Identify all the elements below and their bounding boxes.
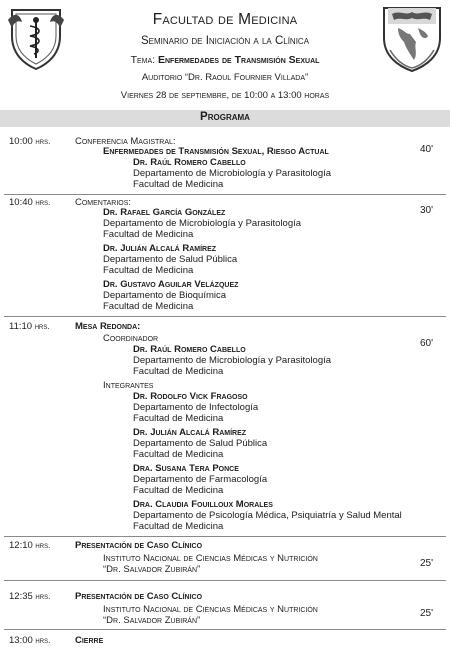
time-value: 13:00 <box>9 635 33 646</box>
time-value: 10:40 <box>9 197 33 208</box>
speaker-department: Departamento de Microbiología y Parasitología <box>133 355 332 366</box>
time-value: 12:10 <box>9 540 33 551</box>
divider <box>4 316 446 317</box>
unam-seal-icon <box>380 4 444 74</box>
speaker-department: Departamento de Bioquímica <box>103 290 227 301</box>
speaker-faculty: Facultad de Medicina <box>133 521 224 532</box>
speaker-faculty: Facultad de Medicina <box>133 179 224 190</box>
speaker-department: Departamento de Salud Pública <box>133 438 268 449</box>
speaker-faculty: Facultad de Medicina <box>133 449 224 460</box>
duration: 25' <box>420 608 434 619</box>
seminar-title: Seminario de Iniciación a la Clínica <box>140 35 310 47</box>
speaker-name: Dr. Raúl Romero Cabello <box>133 157 246 168</box>
section-title: Comentarios: <box>75 197 132 208</box>
speaker-name: Dra. Susana Tera Ponce <box>133 463 239 474</box>
speaker-department: Departamento de Psicología Médica, Psiquiatría y Salud Mental <box>133 510 402 521</box>
speaker-department: Departamento de Microbiología y Parasitología <box>103 218 302 229</box>
time-slot <box>9 540 50 551</box>
duration: 40' <box>420 144 434 155</box>
time-unit: hrs. <box>35 635 51 645</box>
divider <box>4 580 446 581</box>
divider <box>4 194 446 195</box>
time-slot <box>9 591 50 602</box>
speaker-faculty: Facultad de Medicina <box>133 413 224 424</box>
lecture-topic: Enfermedades de Transmisión Sexual, Riesgo Actual <box>103 146 329 157</box>
coordinator-label: Coordinador <box>103 333 159 344</box>
speaker-department: Departamento de Salud Pública <box>103 254 238 265</box>
section-title: Presentación de Caso Clínico <box>75 591 203 602</box>
speaker-faculty: Facultad de Medicina <box>103 229 194 240</box>
date-line: Viernes 28 de septiembre, de 10:00 a 13:00 horas <box>120 90 330 101</box>
time-slot <box>9 136 50 147</box>
theme-label: Tema: <box>130 54 156 66</box>
institute-name: Instituto Nacional de Ciencias Médicas y Nutrición <box>103 604 318 615</box>
speaker-department: Departamento de Microbiología y Parasitología <box>133 168 332 179</box>
time-slot <box>9 635 50 646</box>
program-title: Programa <box>200 111 250 123</box>
institute-honoree: “Dr. Salvador Zubirán” <box>103 615 201 626</box>
theme-line <box>70 54 380 66</box>
duration: 25' <box>420 558 434 569</box>
speaker-name: Dr. Julián Alcalá Ramírez <box>133 427 247 438</box>
faculty-medicine-seal-icon <box>6 6 66 72</box>
speaker-department: Departamento de Infectología <box>133 402 259 413</box>
duration: 30' <box>420 205 434 216</box>
divider <box>4 629 446 630</box>
section-title: Conferencia Magistral: <box>75 136 176 147</box>
speaker-department: Departamento de Farmacología <box>133 474 268 485</box>
faculty-title: Facultad de Medicina <box>152 11 298 28</box>
duration: 60' <box>420 338 434 349</box>
time-unit: hrs. <box>35 197 51 207</box>
theme-title: Enfermedades de Transmisión Sexual <box>158 54 320 66</box>
auditorium-line: Auditorio “Dr. Raoul Fournier Villada” <box>141 72 309 83</box>
section-title: Presentación de Caso Clínico <box>75 540 203 551</box>
institute-honoree: “Dr. Salvador Zubirán” <box>103 564 201 575</box>
time-value: 12:35 <box>9 591 33 602</box>
time-unit: hrs. <box>34 321 50 331</box>
speaker-name: Dr. Julián Alcalá Ramírez <box>103 243 217 254</box>
speaker-name: Dr. Raúl Romero Cabello <box>133 344 246 355</box>
speaker-name: Dr. Rafael García González <box>103 207 226 218</box>
speaker-name: Dra. Claudia Fouilloux Morales <box>133 499 273 510</box>
time-slot <box>9 321 50 332</box>
speaker-faculty: Facultad de Medicina <box>133 485 224 496</box>
speaker-faculty: Facultad de Medicina <box>133 366 224 377</box>
members-label: Integrantes <box>103 380 154 391</box>
time-slot <box>9 197 50 208</box>
time-unit: hrs. <box>35 540 51 550</box>
section-title: Mesa Redonda: <box>75 321 141 332</box>
speaker-name: Dr. Gustavo Aguilar Velázquez <box>103 279 239 290</box>
time-unit: hrs. <box>35 591 51 601</box>
time-unit: hrs. <box>35 136 51 146</box>
speaker-name: Dr. Rodolfo Vick Fragoso <box>133 391 248 402</box>
institute-name: Instituto Nacional de Ciencias Médicas y Nutrición <box>103 553 318 564</box>
section-title: Cierre <box>75 635 104 646</box>
divider <box>4 536 446 537</box>
speaker-faculty: Facultad de Medicina <box>103 265 194 276</box>
time-value: 11:10 <box>9 321 33 332</box>
speaker-faculty: Facultad de Medicina <box>103 301 194 312</box>
time-value: 10:00 <box>9 136 33 147</box>
